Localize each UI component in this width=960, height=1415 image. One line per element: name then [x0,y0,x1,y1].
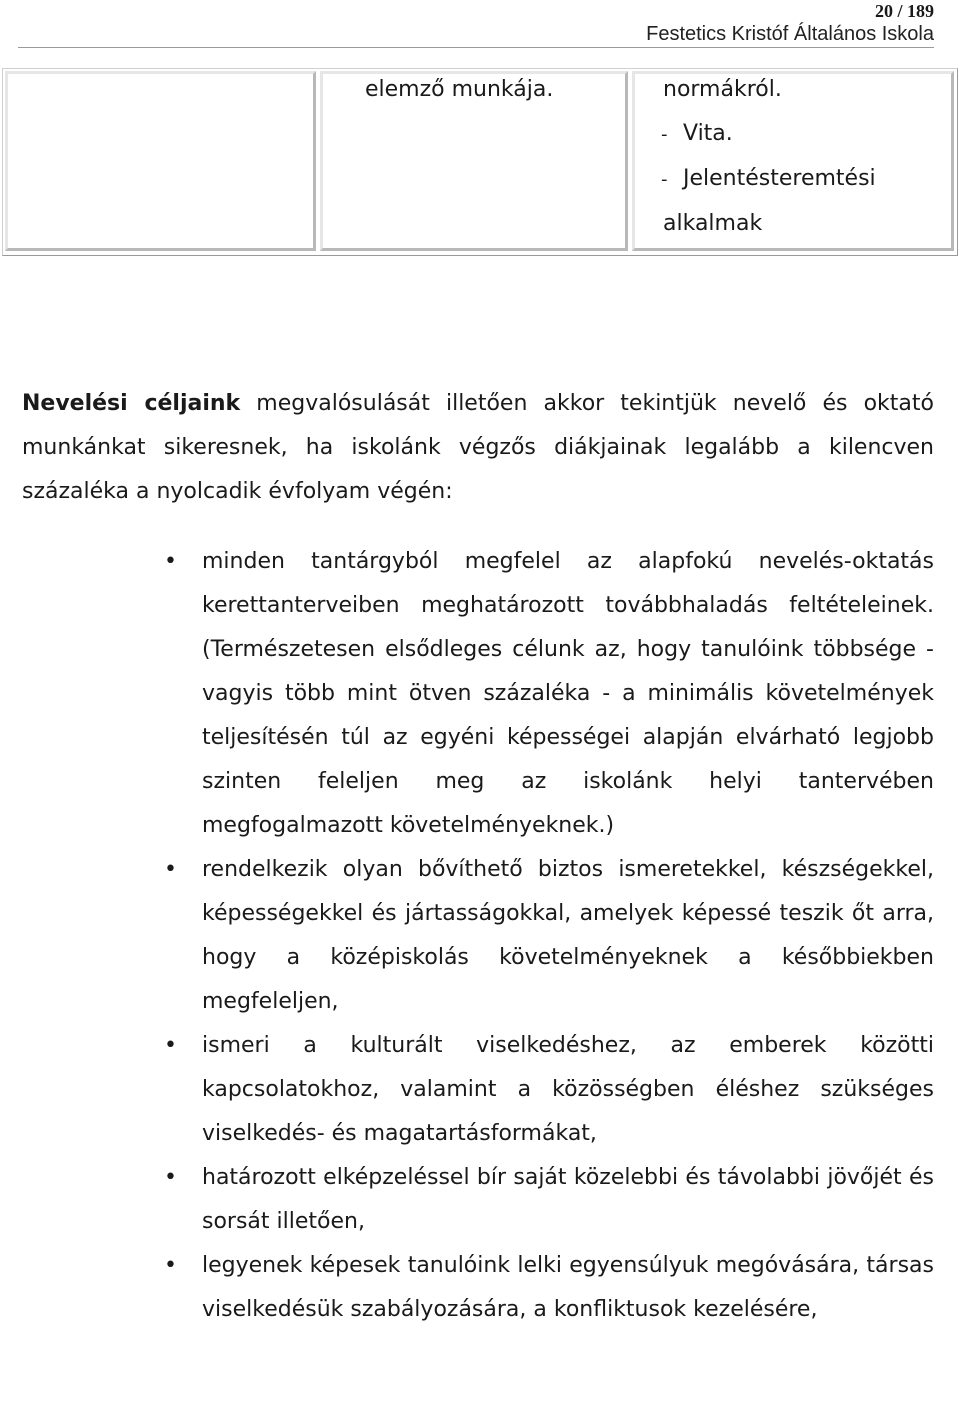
bullet-icon: • [164,1253,177,1278]
goals-list [0,540,960,1332]
list-item-text: határozott elképzeléssel bír saját közelebbi és távolabbi jövőjét és sorsát illetően, [202,1165,934,1234]
list-item [0,540,960,848]
list-item [0,1024,960,1156]
list-item-text: legyenek képesek tanulóink lelki egyensúlyuk megóvására, társas viselkedésük szabályozására, a konfliktusok kezelésére, [202,1253,934,1322]
table-fragment [2,68,958,256]
bullet-icon: • [164,549,177,574]
list-item-text: ismeri a kulturált viselkedéshez, az emberek közötti kapcsolatokhoz, valamint a közösségben éléshez szükséges viselkedés- és magatartásformákat, [202,1033,934,1146]
list-item [0,848,960,1024]
dash-list-item [661,112,876,157]
intro-paragraph [22,382,934,514]
dash-list-item [661,157,876,202]
cell-line: alkalmak [663,211,763,236]
cell-text: elemző munkája. [365,77,554,102]
school-name: Festetics Kristóf Általános Iskola [646,23,934,45]
bullet-icon: • [164,1033,177,1058]
table-cell-2 [320,71,628,251]
cell-line: normákról. [663,77,782,102]
table-cell-3 [632,71,954,251]
bullet-icon: • [164,1165,177,1190]
list-item [0,1156,960,1244]
cell-lines [661,68,876,246]
dash-item-text: Jelentésteremtési [683,166,876,191]
intro-bold-lead: Nevelési céljaink [22,391,241,416]
list-item [0,1244,960,1332]
header-divider [18,47,934,48]
dash-marker: - [661,124,668,145]
table-cell-1 [5,71,316,251]
intro-text: megvalósulását illetően akkor tekintjük nevelő és oktató munkánkat sikeresnek, ha iskolánk végzős diákjainak legalább a kilencven százaléka a nyolcadik évfolyam végén: [22,391,934,504]
bullet-icon: • [164,857,177,882]
list-item-text: minden tantárgyból megfelel az alapfokú nevelés-oktatás kerettanterveiben meghatározott továbbhaladás feltételeinek. (Természetesen elsődleges célunk az, hogy tanulóink többsége - vagyis több mint ötven százaléka - a minimális követelmények teljesítésén túl az egyéni képességei alapján elvárható legjobb szinten feleljen meg az iskolánk helyi tantervében megfogalmazott követelményeknek.) [202,549,934,838]
page-number: 20 / 189 [874,1,934,21]
list-item-text: rendelkezik olyan bővíthető biztos ismeretekkel, készségekkel, képességekkel és jártasságokkal, amelyek képessé teszik őt arra, hogy a középiskolás követelményeknek a későbbiekben megfeleljen, [202,857,934,1014]
dash-marker: - [661,169,668,190]
dash-item-text: Vita. [683,121,733,146]
